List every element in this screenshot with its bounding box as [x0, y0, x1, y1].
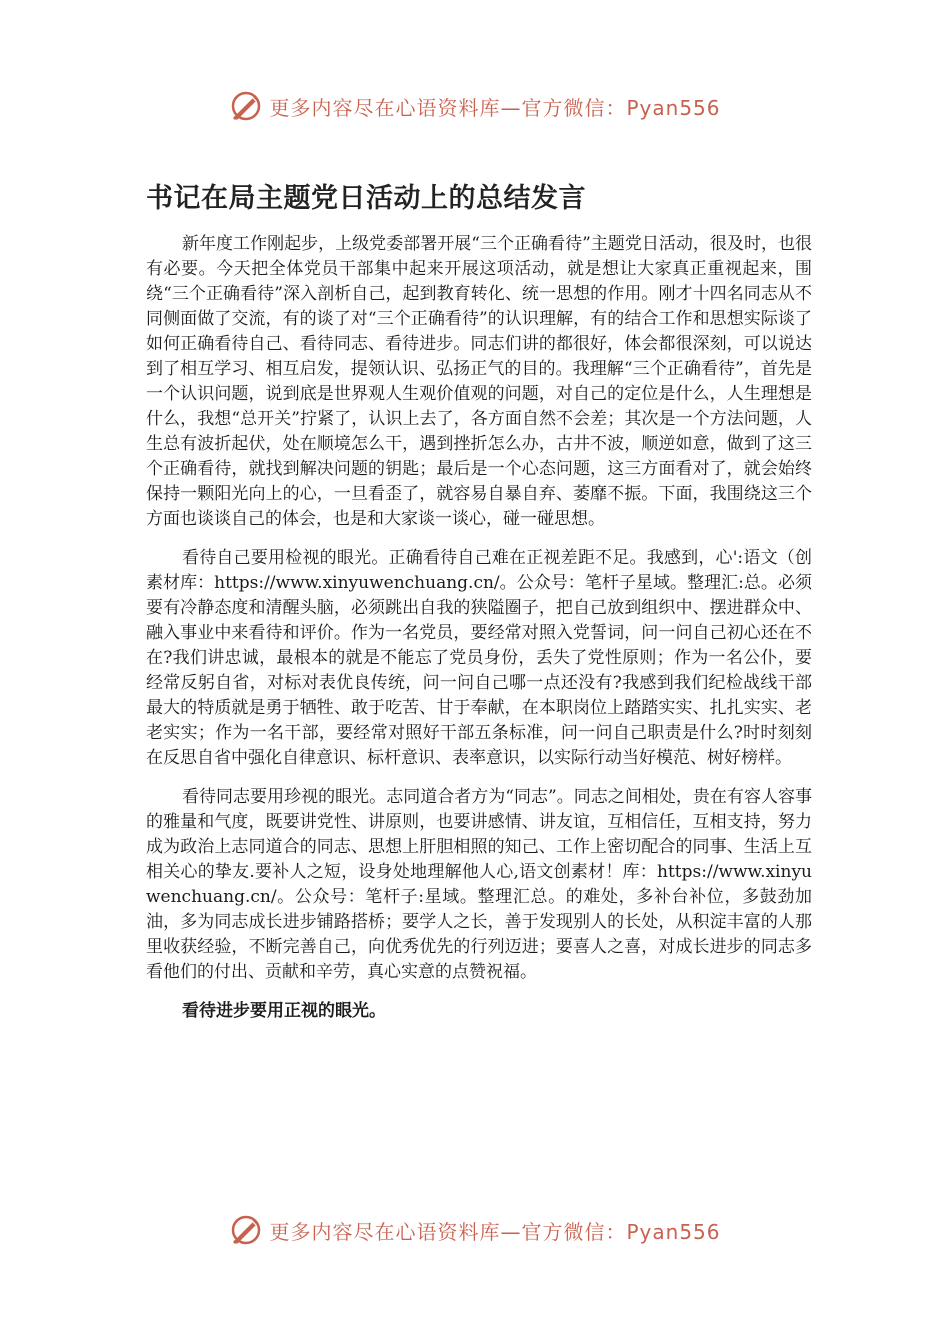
footer-banner [0, 1208, 950, 1252]
document-body [146, 232, 812, 1038]
paragraph-intro: 新年度工作刚起步，上级党委部署开展“三个正确看待”主题党日活动，很及时，也很有必要。今天把全体党员干部集中起来开展这项活动，就是想让大家真正重视起来，围绕“三个正确看待”深入剖析自己，起到教育转化、统一思想的作用。刚才十四名同志从不同侧面做了交流，有的谈了对“三个正确看待”的认识理解，有的结合工作和思想实际谈了如何正确看待自己、看待同志、看待进步。同志们讲的都很好，体会都很深刻，可以说达到了相互学习、相互启发，提领认识、弘扬正气的目的。我理解“三个正确看待”，首先是一个认识问题，说到底是世界观人生观价值观的问题，对自己的定位是什么，人生理想是什么，我想“总开关”拧紧了，认识上去了，各方面自然不会差；其次是一个方法问题，人生总有波折起伏，处在顺境怎么干，遇到挫折怎么办，古井不波，顺逆如意，做到了这三个正确看待，就找到解决问题的钥匙；最后是一个心态问题，这三方面看对了，就会始终保持一颗阳光向上的心，一旦看歪了，就容易自暴自弃、萎靡不振。下面，我围绕这三个方面也谈谈自己的体会，也是和大家谈一谈心，碰一碰思想。 [146, 234, 812, 529]
header-wechat-id: Pyan556 [626, 95, 721, 120]
paragraph-view-progress-heading: 看待进步要用正视的眼光。 [182, 1001, 386, 1021]
footer-wechat-id: Pyan556 [626, 1219, 721, 1244]
pen-logo-icon [229, 1213, 263, 1247]
header-banner-text [269, 92, 720, 121]
page-title: 书记在局主题党日活动上的总结发言 [146, 183, 586, 214]
paragraph-view-self: 看待自己要用检视的眼光。正确看待自己难在正视差距不足。我感到，心':语文（创素材库：https://www.xinyuwenchuang.cn/。公众号：笔杆子星域。整理汇:总。必须要有冷静态度和清醒头脑，必须跳出自我的狭隘圈子，把自己放到组织中、摆进群众中、融入事业中来看待和评价。作为一名党员，要经常对照入党誓词，问一问自己初心还在不在?我们讲忠诚，最根本的就是不能忘了党员身份，丢失了党性原则；作为一名公仆，要经常反躬自省，对标对表优良传统，问一问自己哪一点还没有?我感到我们纪检战线干部最大的特质就是勇于牺牲、敢于吃苦、甘于奉献，在本职岗位上踏踏实实、扎扎实实、老老实实；作为一名干部，要经常对照好干部五条标准，问一问自己职责是什么?时时刻刻在反思自省中强化自律意识、标杆意识、表率意识，以实际行动当好模范、树好榜样。 [146, 548, 812, 768]
header-banner [0, 84, 950, 128]
footer-banner-label: 更多内容尽在心语资料库—官方微信： [269, 1219, 627, 1244]
header-banner-label: 更多内容尽在心语资料库—官方微信： [269, 95, 627, 120]
pen-logo-icon [229, 89, 263, 123]
paragraph-view-comrades: 看待同志要用珍视的眼光。志同道合者方为“同志”。同志之间相处，贵在有容人容事的雅量和气度，既要讲党性、讲原则，也要讲感情、讲友谊，互相信任，互相支持，努力成为政治上志同道合的同志、思想上肝胆相照的知己、工作上密切配合的同事、生活上互相关心的挚友.要补人之短，设身处地理解他人心,语文创素材！库：https://www.xinyuwenchuang.cn/。公众号：笔杆子:星域。整理汇总。的难处，多补台补位，多鼓劲加油，多为同志成长进步铺路搭桥；要学人之长，善于发现别人的长处，从积淀丰富的人那里收获经验，不断完善自己，向优秀优先的行列迈进；要喜人之喜，对成长进步的同志多看他们的付出、贡献和辛劳，真心实意的点赞祝福。 [146, 787, 812, 982]
footer-banner-text [269, 1216, 720, 1245]
